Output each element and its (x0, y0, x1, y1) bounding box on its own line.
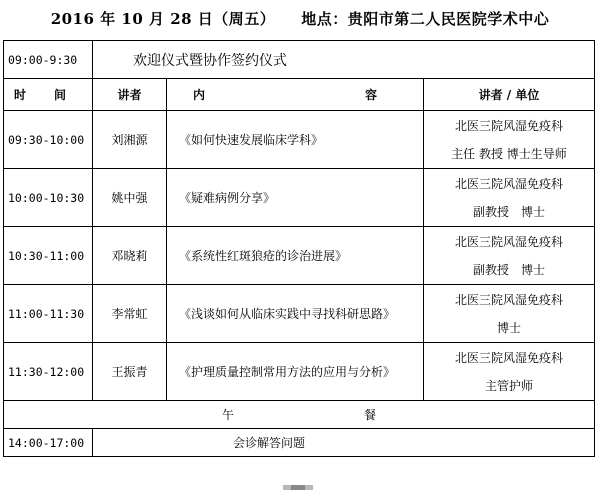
lunch-label: 午 餐 (4, 401, 595, 429)
lunch-row (4, 401, 595, 429)
session-unit: 北医三院风湿免疫科 主管护师 (424, 343, 595, 401)
session-unit: 北医三院风湿免疫科 主任 教授 博士生导师 (424, 111, 595, 169)
horizontal-scrollbar[interactable] (283, 485, 313, 490)
session-topic: 《疑难病例分享》 (167, 169, 424, 227)
session-unit: 北医三院风湿免疫科 博士 (424, 285, 595, 343)
event-location: 地点：贵阳市第二人民医院学术中心 (301, 9, 550, 28)
session-time: 09:30-10:00 (4, 111, 93, 169)
clinic-title: 会诊解答问题 (93, 429, 595, 457)
session-speaker: 邓晓莉 (93, 227, 167, 285)
header-content: 内 容 (167, 79, 424, 111)
schedule-table (3, 40, 595, 457)
session-topic: 《护理质量控制常用方法的应用与分析》 (167, 343, 424, 401)
session-topic: 《系统性红斑狼疮的诊治进展》 (167, 227, 424, 285)
clinic-row (4, 429, 595, 457)
opening-row (4, 41, 595, 79)
session-topic: 《浅谈如何从临床实践中寻找科研思路》 (167, 285, 424, 343)
session-speaker: 王振青 (93, 343, 167, 401)
table-row (4, 227, 595, 285)
session-speaker: 姚中强 (93, 169, 167, 227)
session-unit: 北医三院风湿免疫科 副教授 博士 (424, 227, 595, 285)
session-topic: 《如何快速发展临床学科》 (167, 111, 424, 169)
table-row (4, 111, 595, 169)
event-date: 2016 年 10 月 28 日（周五） (50, 9, 276, 28)
session-time: 11:00-11:30 (4, 285, 93, 343)
session-speaker: 李常虹 (93, 285, 167, 343)
clinic-time: 14:00-17:00 (4, 429, 93, 457)
table-header-row (4, 79, 595, 111)
header-speaker: 讲者 (93, 79, 167, 111)
opening-time: 09:00-9:30 (4, 41, 93, 79)
header-time: 时 间 (4, 79, 93, 111)
session-speaker: 刘湘源 (93, 111, 167, 169)
session-unit: 北医三院风湿免疫科 副教授 博士 (424, 169, 595, 227)
page-title (0, 0, 600, 36)
table-row (4, 169, 595, 227)
session-time: 11:30-12:00 (4, 343, 93, 401)
session-time: 10:30-11:00 (4, 227, 93, 285)
table-row (4, 343, 595, 401)
table-row (4, 285, 595, 343)
scrollbar-thumb[interactable] (291, 485, 305, 490)
header-unit: 讲者 / 单位 (424, 79, 595, 111)
opening-title: 欢迎仪式暨协作签约仪式 (93, 41, 595, 79)
session-time: 10:00-10:30 (4, 169, 93, 227)
